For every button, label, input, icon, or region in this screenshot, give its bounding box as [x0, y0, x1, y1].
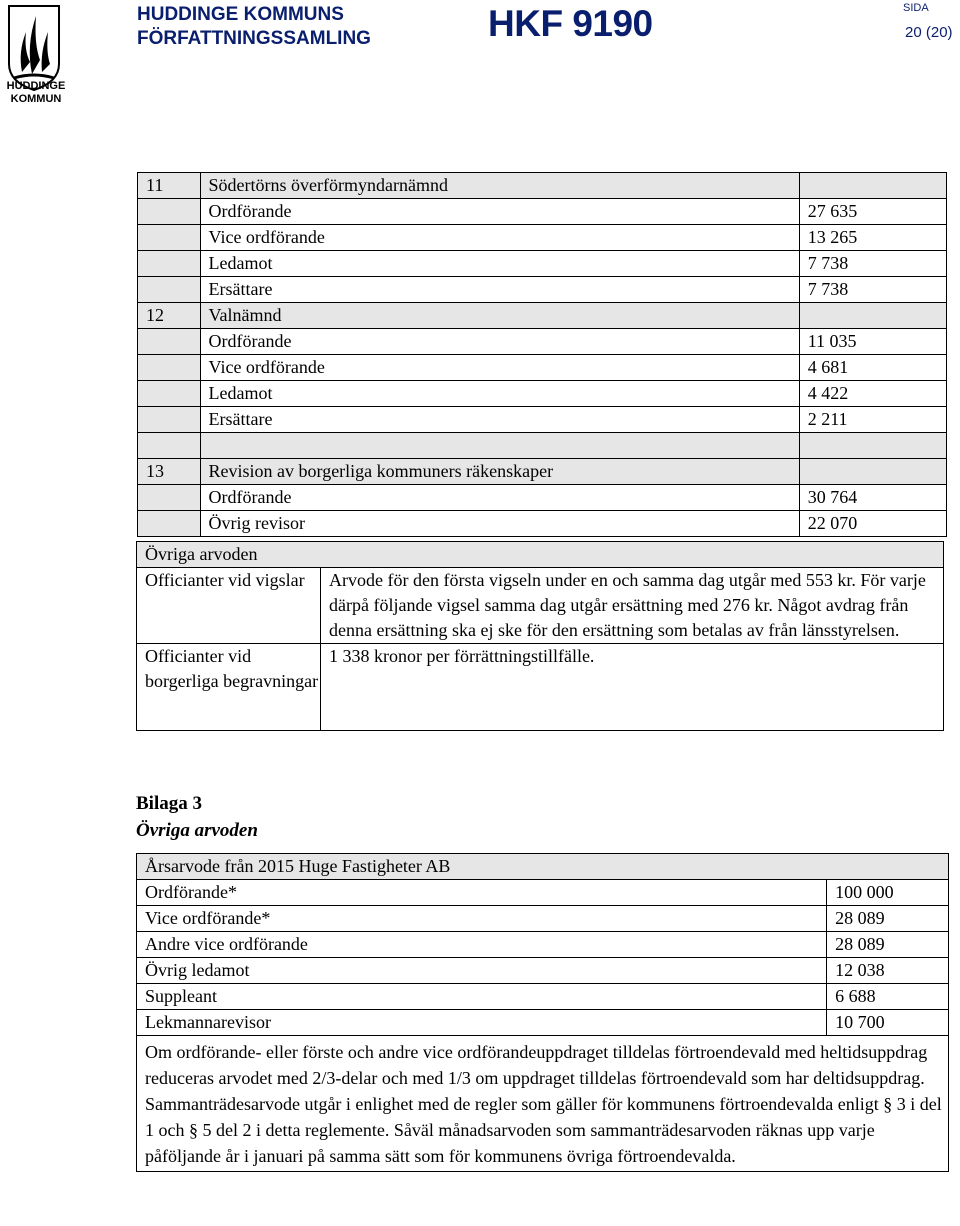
role-label: Övrig ledamot — [137, 958, 827, 984]
table-row — [137, 568, 944, 644]
table-row — [137, 542, 944, 568]
table-row — [138, 459, 947, 485]
fee-description: 1 338 kronor per förrättningstillfälle. — [321, 644, 944, 731]
table-row — [138, 173, 947, 199]
role-label: Vice ordförande* — [137, 906, 827, 932]
committee-name: Valnämnd — [200, 303, 799, 329]
appendix-title: Bilaga 3 — [136, 793, 202, 814]
fee-amount: 28 089 — [827, 906, 949, 932]
table-row — [138, 485, 947, 511]
table-row — [137, 906, 949, 932]
fee-amount: 6 688 — [827, 984, 949, 1010]
table-row — [138, 329, 947, 355]
fee-category-label: Officianter vid borgerliga begravningar — [137, 644, 321, 731]
fee-amount: 4 422 — [799, 381, 946, 407]
other-fees-table — [136, 541, 944, 731]
committee-fee-table — [137, 172, 947, 537]
logo-text: HUDDINGE KOMMUN — [6, 80, 66, 105]
fee-amount: 22 070 — [799, 511, 946, 537]
fee-amount: 7 738 — [799, 277, 946, 303]
role-label: Övrig revisor — [200, 511, 799, 537]
fee-amount: 10 700 — [827, 1010, 949, 1036]
table-row — [137, 984, 949, 1010]
committee-name: Revision av borgerliga kommuners räkenskaper — [200, 459, 799, 485]
committee-number: 11 — [138, 173, 201, 199]
org-name-line1: HUDDINGE KOMMUNS — [137, 4, 344, 25]
table-header-row — [137, 854, 949, 880]
role-label: Suppleant — [137, 984, 827, 1010]
table-row — [137, 1010, 949, 1036]
role-label: Ordförande — [200, 199, 799, 225]
fee-amount: 30 764 — [799, 485, 946, 511]
table-row — [137, 644, 944, 731]
table-row — [137, 880, 949, 906]
document-id: HKF 9190 — [488, 3, 653, 44]
note-paragraph: Om ordförande- eller förste och andre vice ordförandeuppdraget tilldelas förtroendevald med heltidsuppdrag reduceras arvodet med 2/3-delar och med 1/3 om uppdraget tilldelas förtroendevald som har deltidsuppdrag. — [145, 1042, 928, 1088]
role-label: Ledamot — [200, 251, 799, 277]
fee-amount: 2 211 — [799, 407, 946, 433]
note-paragraph: Sammanträdesarvode utgår i enlighet med de regler som gäller för kommunens förtroendevalda enligt § 3 i del 1 och § 5 del 2 i detta reglemente. Såväl månadsarvoden som sammanträdesarvoden räknas upp varje påföljande år i januari på samma sätt som för kommunens övriga förtroendevalda. — [145, 1094, 942, 1166]
fee-description: Arvode för den första vigseln under en och samma dag utgår med 553 kr. För varje därpå följande vigsel samma dag utgår ersättning med 276 kr. Något avdrag från denna ersättning ska ej ske för den ersättning som betalas av från länsstyrelsen. — [321, 568, 944, 644]
role-label: Andre vice ordförande — [137, 932, 827, 958]
fee-category-label: Officianter vid vigslar — [137, 568, 321, 644]
page-label: SIDA — [903, 2, 929, 14]
table-row — [138, 381, 947, 407]
role-label: Ledamot — [200, 381, 799, 407]
fee-amount: 4 681 — [799, 355, 946, 381]
role-label: Ersättare — [200, 277, 799, 303]
table-header: Årsarvode från 2015 Huge Fastigheter AB — [137, 854, 949, 880]
other-fees-heading: Övriga arvoden — [137, 542, 944, 568]
table-row — [138, 225, 947, 251]
table-row — [137, 958, 949, 984]
table-row — [138, 199, 947, 225]
empty-cell — [799, 173, 946, 199]
fee-amount: 7 738 — [799, 251, 946, 277]
committee-number: 12 — [138, 303, 201, 329]
role-label: Ordförande* — [137, 880, 827, 906]
spacer-row — [138, 433, 947, 459]
fee-amount: 12 038 — [827, 958, 949, 984]
org-name-line2: FÖRFATTNINGSSAMLING — [137, 28, 371, 49]
fee-amount: 27 635 — [799, 199, 946, 225]
committee-number: 13 — [138, 459, 201, 485]
role-label: Ordförande — [200, 329, 799, 355]
role-label: Lekmannarevisor — [137, 1010, 827, 1036]
table-row — [138, 277, 947, 303]
fee-amount: 11 035 — [799, 329, 946, 355]
fee-amount: 13 265 — [799, 225, 946, 251]
huge-fees-table — [136, 853, 949, 1172]
role-label: Ordförande — [200, 485, 799, 511]
table-row — [138, 511, 947, 537]
role-label: Vice ordförande — [200, 225, 799, 251]
committee-name: Södertörns överförmyndarnämnd — [200, 173, 799, 199]
table-row — [138, 303, 947, 329]
fee-amount: 100 000 — [827, 880, 949, 906]
table-row — [138, 407, 947, 433]
fee-amount: 28 089 — [827, 932, 949, 958]
appendix-subtitle: Övriga arvoden — [136, 820, 258, 841]
table-row — [137, 932, 949, 958]
role-label: Ersättare — [200, 407, 799, 433]
role-label: Vice ordförande — [200, 355, 799, 381]
table-row — [138, 251, 947, 277]
note-row — [137, 1036, 949, 1172]
table-row — [138, 355, 947, 381]
page-number: 20 (20) — [905, 24, 953, 41]
